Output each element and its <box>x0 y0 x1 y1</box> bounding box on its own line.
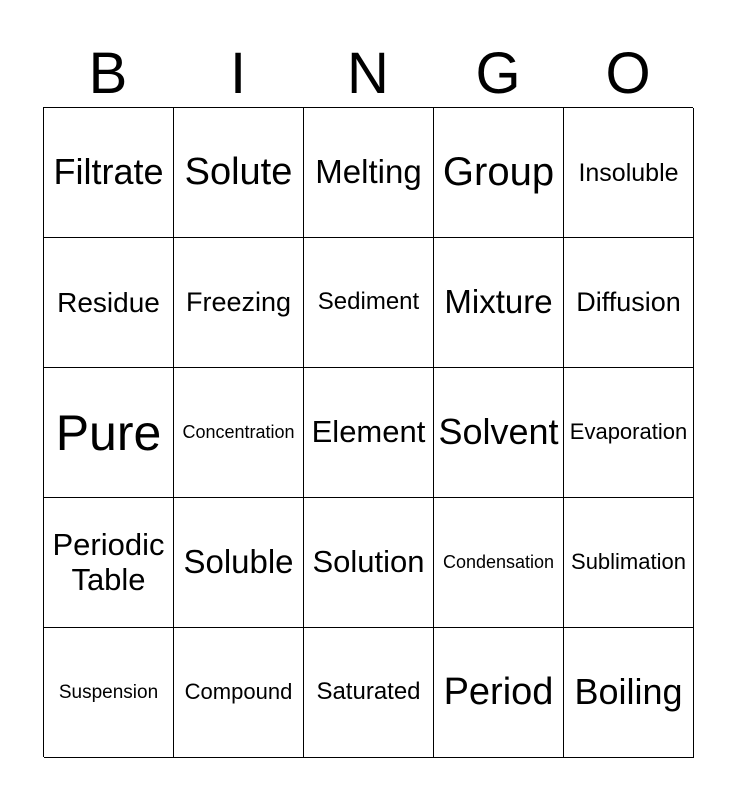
bingo-cell[interactable]: Melting <box>304 108 434 238</box>
bingo-cell[interactable]: Concentration <box>174 368 304 498</box>
bingo-cell[interactable]: Sublimation <box>564 498 694 628</box>
bingo-cell[interactable]: Solute <box>174 108 304 238</box>
bingo-cell[interactable]: Condensation <box>434 498 564 628</box>
bingo-cell[interactable]: Evaporation <box>564 368 694 498</box>
bingo-cell[interactable]: Diffusion <box>564 238 694 368</box>
header-letter-g: G <box>475 41 521 106</box>
bingo-cell[interactable]: Sediment <box>304 238 434 368</box>
bingo-cell[interactable]: Suspension <box>44 628 174 758</box>
bingo-cell[interactable]: Filtrate <box>44 108 174 238</box>
bingo-board <box>43 107 693 757</box>
bingo-cell[interactable]: Soluble <box>174 498 304 628</box>
bingo-cell[interactable]: Solution <box>304 498 434 628</box>
bingo-cell[interactable]: Solvent <box>434 368 564 498</box>
bingo-cell[interactable]: Periodic Table <box>44 498 174 628</box>
bingo-cell[interactable]: Freezing <box>174 238 304 368</box>
bingo-cell[interactable]: Insoluble <box>564 108 694 238</box>
bingo-cell[interactable]: Saturated <box>304 628 434 758</box>
header-letter-o: O <box>605 41 651 106</box>
header-letter-b: B <box>88 41 128 106</box>
header-letter-n: N <box>347 41 389 106</box>
header-letter-i: I <box>229 41 247 106</box>
bingo-header <box>43 40 693 108</box>
bingo-cell[interactable]: Compound <box>174 628 304 758</box>
bingo-cell[interactable]: Mixture <box>434 238 564 368</box>
bingo-cell[interactable]: Residue <box>44 238 174 368</box>
bingo-cell[interactable]: Element <box>304 368 434 498</box>
bingo-cell[interactable]: Group <box>434 108 564 238</box>
bingo-cell[interactable]: Boiling <box>564 628 694 758</box>
bingo-cell[interactable]: Pure <box>44 368 174 498</box>
bingo-cell[interactable]: Period <box>434 628 564 758</box>
